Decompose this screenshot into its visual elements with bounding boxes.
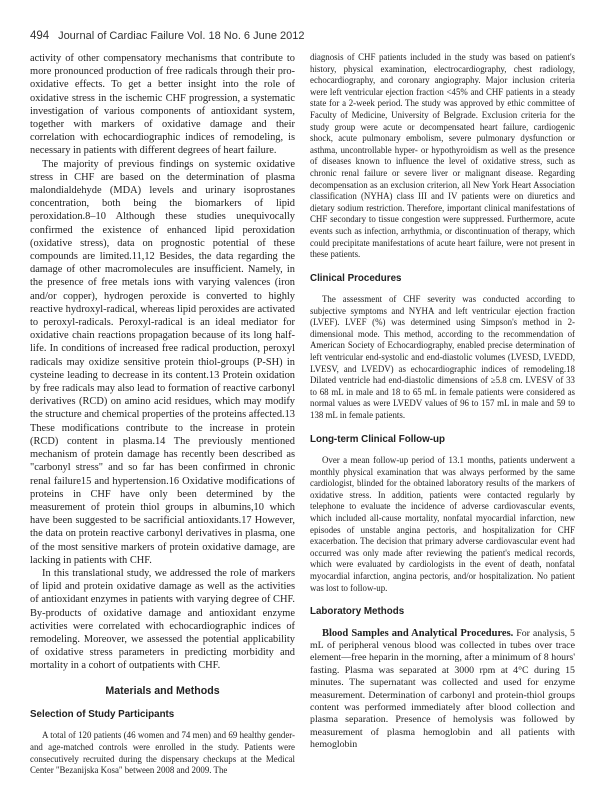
right-column — [310, 52, 575, 752]
paragraph — [310, 628, 575, 752]
journal-citation: Journal of Cardiac Failure Vol. 18 No. 6 June 2012 — [58, 30, 305, 42]
paragraph: A total of 120 patients (46 women and 74 men) and 69 healthy gender- and age-matched controls were enrolled in the study. Patients were consecutively recruited during the dispensary checkups at the Medical Center "Bezanijska Kosa" between 2008 and 2009. The — [30, 730, 295, 776]
running-header — [30, 30, 575, 42]
subsection-heading: Selection of Study Participants — [30, 708, 175, 720]
run-in-heading: Blood Samples and Analytical Procedures. — [322, 627, 514, 639]
subsection-heading: Clinical Procedures — [310, 272, 402, 284]
paragraph-text: For analysis, 5 mL of peripheral venous blood was collected in tubes over trace element—free heparin in the morning, after a minimum of 8 hours' fasting. Plasma was separated at 3000 rpm at 4°C during 15 minutes. The supernatant was collected and used for enzyme measurement. Determination of carbonyl and protein-thiol groups content was performed immediately after blood collection and plasma separation. Presence of hemolysis was followed by measurement of plasma hemoglobin and all patients with hemoglobin — [310, 627, 575, 751]
paragraph: The assessment of CHF severity was conducted according to subjective symptoms and NYHA and left ventricular ejection fraction (LVEF). LVEF (%) was determined using Simpson's method in 2-dimensional mode. This method, according to the recommendation of American Society of Echocardiography, enabled precise determination of left ventricular end-systolic and end-diastolic volumes (LVESD, LVEDD, LVESV, and LVEDV) as echocardiographic indices of remodeling.18 Dilated ventricle had end-diastolic dimensions of ≥5.8 cm. LVESV of 33 to 68 mL in male and 18 to 65 mL in female patients were considered as normal values as were LVEDV values of 96 to 157 mL in male and 59 to 138 mL in female patients. — [310, 294, 575, 421]
left-column — [30, 52, 295, 777]
section-heading: Materials and Methods — [105, 684, 220, 697]
paragraph: Over a mean follow-up period of 13.1 months, patients underwent a monthly physical examination that was always performed by the same cardiologist, blinded for the obtained laboratory results of the markers of oxidative stress. In addition, patients were contacted regularly by telephone to evaluate the incidence of adverse cardiovascular events, which included all-cause mortality, nonfatal myocardial infarction, new episodes of unstable angina pectoris, and hospitalization for CHF exacerbation. The decision that primary adverse cardiovascular event had occurred was only made after reviewing the patient's medical records, which were evaluated by cardiologists in the event of death, nonfatal myocardial infarction, angina pectoris, and/or hospitalization. No patient was lost to follow-up. — [310, 455, 575, 593]
subsection-heading: Long-term Clinical Follow-up — [310, 433, 445, 445]
paragraph: diagnosis of CHF patients included in the study was based on patient's history, physical examination, electrocardiography, chest radiology, echocardiography, and coronary angiography. Major inclusion criteria were left ventricular ejection fraction <45% and CHF patients in a steady state for a 2-week period. The study was approved by ethic committee of Faculty of Medicine, University of Belgrade. Exclusion criteria for the study group were acute or decompensated heart failure, cardiogenic shock, acute pulmonary embolism, severe pulmonary dysfunction or asthma, uncontrollable hyper- or hypothyroidism as well as the presence of diseases known to influence the level of oxidative stress, such as chronic renal failure or severe liver or malignant disease. Regarding decompensation as an exclusion criterion, all New York Heart Association classification (NYHA) class III and IV patients were on diuretics and dietary sodium restriction. Therefore, important clinical manifestations of CHF secondary to tissue congestion were suppressed. Furthermore, acute events such as infection, arrhythmia, or discontinuation of therapy, which could precipitate manifestations of acute heart failure, were not present in these patients. — [310, 52, 575, 260]
page-number: 494 — [30, 30, 50, 42]
paragraph: The majority of previous findings on systemic oxidative stress in CHF are based on the determination of plasma malondialdehyde (MDA) levels and urinary isoprostanes concentration, both being the biomarkers of lipid peroxidation.8–10 Although these studies unequivocally confirmed the existence of enhanced lipid peroxidation (oxidative stress), data on prognostic potential of these compounds are limited.11,12 Besides, the data regarding the damage of other macromolecules are insufficient. Namely, in the presence of free metals ions with varying valences (iron and/or copper), hydrogen peroxide is converted to highly reactive hydroxyl-radical, whereas lipid peroxides are activated to peroxyl-radicals. Peroxyl-radical is an ideal mediator for oxidative chain reactions propagation because of its long half-life. In conditions of increased free radical production, peroxyl radicals may oxidize sensitive protein thiol-groups (P-SH) in cysteine leading to decrease in its content.13 Protein oxidation by free radicals may also lead to formation of reactive carbonyl derivatives (RCD) on amino acid residues, which may modify the structure and chemical properties of the proteins affected.13 These modifications contribute to the increase in protein (RCD) content in plasma.14 The previously mentioned mechanism of protein damage has recently been described as "carbonyl stress" and so far has been confirmed in chronic renal failure15 and hypertension.16 Oxidative modifications of proteins in CHF have only been determined by the measurement of protein thiol groups in albumins,10 which have been suggested to be sacrificial antioxidants.17 However, the data on protein reactive carbonyl derivatives in plasma, one of the most sensitive markers of protein oxidative damage, are lacking in patients with CHF. — [30, 158, 295, 566]
subsection-heading: Laboratory Methods — [310, 606, 405, 618]
paragraph: activity of other compensatory mechanisms that contribute to more pronounced production of free radicals through their pro-oxidative effects. To get a better insight into the role of oxidative stress in the ischemic CHF progression, a systematic investigation of various components of antioxidant system, together with markers of oxidative damage and their correlation with echocardiographic indices of remodeling, is necessary in patients with different degrees of heart failure. — [30, 53, 295, 157]
paragraph: In this translational study, we addressed the role of markers of lipid and protein oxidative damage as well as the activities of antioxidant enzymes in patients with varying degree of CHF. By-products of oxidative damage and antioxidant enzyme activities were correlated with echocardiographic indices of remodeling. Moreover, we assessed the potential applicability of oxidative stress parameters in predicting morbidity and mortality in a cohort of outpatients with CHF. — [30, 567, 295, 672]
